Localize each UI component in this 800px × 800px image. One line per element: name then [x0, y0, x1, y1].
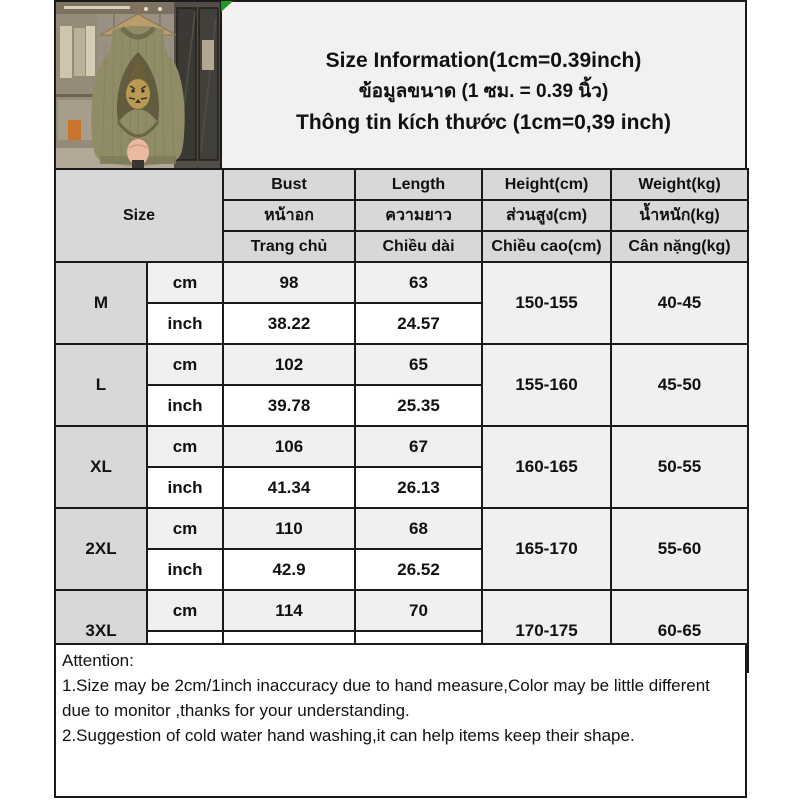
length-cm-value: 70	[355, 590, 482, 631]
table-row-xl-cm	[55, 426, 748, 467]
size-table	[54, 168, 749, 673]
product-photo-illustration	[56, 2, 220, 168]
col-bust-vi: Trang chủ	[223, 231, 355, 262]
bust-cm-value: 110	[223, 508, 355, 549]
height-range: 155-160	[482, 344, 611, 426]
attention-heading: Attention:	[62, 651, 134, 670]
size-label: 3XL	[55, 590, 147, 672]
bust-inch-value: 39.78	[223, 385, 355, 426]
size-label: M	[55, 262, 147, 344]
col-length-th: ความยาว	[355, 200, 482, 231]
bust-inch-value: 42.9	[223, 549, 355, 590]
col-height-th: ส่วนสูง(cm)	[482, 200, 611, 231]
col-weight-th: น้ำหนัก(kg)	[611, 200, 748, 231]
bust-inch-value: 41.34	[223, 467, 355, 508]
unit-label-cm: cm	[147, 262, 223, 303]
height-range: 160-165	[482, 426, 611, 508]
product-photo	[54, 0, 222, 170]
table-row-2xl-cm	[55, 508, 748, 549]
weight-range: 50-55	[611, 426, 748, 508]
length-inch-value: 26.52	[355, 549, 482, 590]
unit-label-cm: cm	[147, 344, 223, 385]
unit-label-inch: inch	[147, 549, 223, 590]
length-cm-value: 67	[355, 426, 482, 467]
length-cm-value: 63	[355, 262, 482, 303]
unit-label-cm: cm	[147, 590, 223, 631]
size-label: L	[55, 344, 147, 426]
col-length-en: Length	[355, 169, 482, 200]
length-cm-value: 65	[355, 344, 482, 385]
col-weight-en: Weight(kg)	[611, 169, 748, 200]
height-range: 170-175	[482, 590, 611, 672]
green-corner-marker-icon	[221, 1, 233, 12]
weight-range: 45-50	[611, 344, 748, 426]
weight-range: 40-45	[611, 262, 748, 344]
attention-box	[54, 643, 747, 798]
title-thai: ข้อมูลขนาด (1 ซม. = 0.39 นิ้ว)	[358, 80, 609, 102]
length-cm-value: 68	[355, 508, 482, 549]
size-header-cell: Size	[55, 169, 223, 262]
size-label: 2XL	[55, 508, 147, 590]
title-vietnamese: Thông tin kích thước (1cm=0,39 inch)	[296, 110, 671, 134]
unit-label-cm: cm	[147, 508, 223, 549]
size-label: XL	[55, 426, 147, 508]
title-english: Size Information(1cm=0.39inch)	[325, 48, 642, 72]
col-weight-vi: Cân nặng(kg)	[611, 231, 748, 262]
height-range: 150-155	[482, 262, 611, 344]
col-bust-en: Bust	[223, 169, 355, 200]
unit-label-inch: inch	[147, 303, 223, 344]
bust-cm-value: 106	[223, 426, 355, 467]
table-row-l-cm	[55, 344, 748, 385]
table-row-m-cm	[55, 262, 748, 303]
title-box	[220, 0, 747, 170]
col-length-vi: Chiều dài	[355, 231, 482, 262]
col-height-en: Height(cm)	[482, 169, 611, 200]
length-inch-value: 26.13	[355, 467, 482, 508]
unit-label-inch: inch	[147, 467, 223, 508]
bust-cm-value: 102	[223, 344, 355, 385]
attention-note-1: 1.Size may be 2cm/1inch inaccuracy due to hand measure,Color may be little different due to monitor ,thanks for your understanding.	[62, 676, 710, 720]
weight-range: 60-65	[611, 590, 748, 672]
header-row-english	[55, 169, 748, 200]
length-inch-value: 25.35	[355, 385, 482, 426]
col-bust-th: หน้าอก	[223, 200, 355, 231]
weight-range: 55-60	[611, 508, 748, 590]
bust-inch-value: 38.22	[223, 303, 355, 344]
bust-cm-value: 114	[223, 590, 355, 631]
length-inch-value: 24.57	[355, 303, 482, 344]
bust-cm-value: 98	[223, 262, 355, 303]
height-range: 165-170	[482, 508, 611, 590]
attention-note-2: 2.Suggestion of cold water hand washing,it can help items keep their shape.	[62, 726, 635, 745]
table-row-3xl-cm	[55, 590, 748, 631]
unit-label-inch: inch	[147, 385, 223, 426]
unit-label-cm: cm	[147, 426, 223, 467]
col-height-vi: Chiều cao(cm)	[482, 231, 611, 262]
